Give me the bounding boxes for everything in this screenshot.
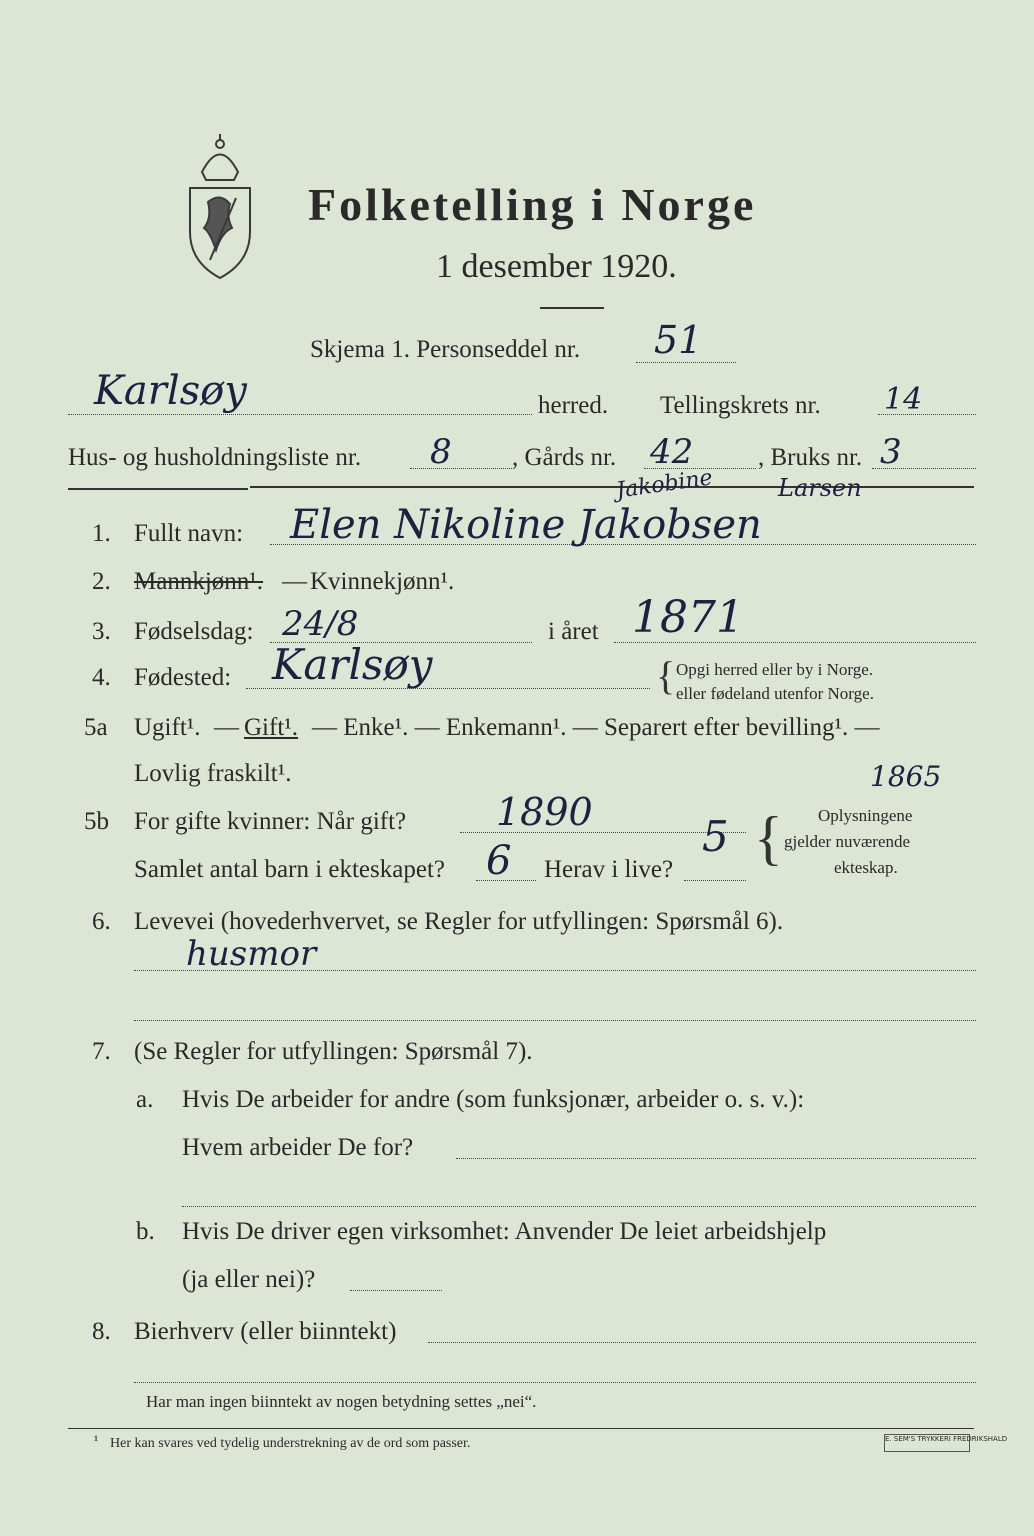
herred-label: herred. [538,392,609,419]
q3-label: Fødselsdag: [134,618,254,645]
q5a-number: 5a [84,714,108,741]
q3-number: 3. [92,618,111,645]
q8-field-line-1[interactable] [428,1342,976,1343]
q4-birthplace-value[interactable]: Karlsøy [272,640,433,689]
q5b-marginal-year[interactable]: 1865 [870,760,942,793]
q5a-fraskilt[interactable]: Lovlig fraskilt¹. [134,760,292,787]
footnote-rule [68,1428,974,1429]
q7b-line-2: (ja eller nei)? [182,1266,316,1293]
q5b-children-label: Samlet antal barn i ekteskapet? [134,856,445,883]
husliste-label: Hus- og husholdningsliste nr. [68,444,362,471]
biinntekt-note: Har man ingen biinntekt av nogen betydning settes „nei“. [146,1392,537,1411]
q7a-field-line-2[interactable] [182,1206,976,1207]
bruks-value[interactable]: 3 [880,432,902,472]
q5b-label: For gifte kvinner: Når gift? [134,808,407,835]
husliste-field-line [410,468,512,469]
schema-label: Skjema 1. Personseddel nr. [310,336,581,363]
q2-separator: — [282,568,307,595]
q3-year-label: i året [548,618,599,645]
bruks-label: , Bruks nr. [758,444,863,471]
q6-occupation-value[interactable]: husmor [186,934,317,974]
q7a-number: a. [136,1086,154,1113]
footnote-text: Her kan svares ved tydelig understrekning av de ord som passer. [110,1436,471,1451]
q6-field-line-1 [134,970,976,971]
q3-birthday-value[interactable]: 24/8 [282,604,359,644]
q6-number: 6. [92,908,111,935]
q1-insert-first[interactable]: Jakobine [614,465,715,504]
husliste-value[interactable]: 8 [430,432,452,472]
q4-note-2: eller fødeland utenfor Norge. [676,684,874,703]
q5b-note-2: gjelder nuværende [784,832,911,851]
q5b-alive-label: Herav i live? [544,856,674,883]
schema-value[interactable]: 51 [654,318,703,362]
q5a-other-options[interactable]: — Enke¹. — Enkemann¹. — Separert efter bevilling¹. — [312,714,880,741]
q4-brace: { [656,653,676,698]
schema-field-line [636,362,736,363]
q5b-alive-value[interactable]: 5 [702,812,729,861]
q8-label: Bierhverv (eller biinntekt) [134,1318,397,1345]
q1-label: Fullt navn: [134,520,244,547]
q5b-children-value[interactable]: 6 [486,838,512,884]
q5b-number: 5b [84,808,109,835]
form-date: 1 desember 1920. [436,248,677,285]
footnote-mark: ¹ [94,1434,99,1449]
q8-number: 8. [92,1318,111,1345]
q2-number: 2. [92,568,111,595]
q4-note-1: Opgi herred eller by i Norge. [676,660,874,679]
gards-value[interactable]: 42 [650,432,694,472]
q7-label: (Se Regler for utfyllingen: Spørsmål 7). [134,1038,533,1065]
q6-field-line-2 [134,1020,976,1021]
q5b-note-3: ekteskap. [834,858,898,877]
q5a-dash: — [214,714,239,741]
q7b-line-1: Hvis De driver egen virksomhet: Anvender De leiet arbeidshjelp [182,1218,827,1245]
q4-number: 4. [92,664,111,691]
q6-label: Levevei (hovederhvervet, se Regler for utfyllingen: Spørsmål 6). [134,908,784,935]
q7a-line-1: Hvis De arbeider for andre (som funksjonær, arbeider o. s. v.): [182,1086,805,1113]
q1-name-value[interactable]: Elen Nikoline Jakobsen [290,502,762,548]
herred-field-line [68,414,532,415]
q2-mannkjonn[interactable]: Mannkjønn¹. [134,568,264,595]
q2-kvinnekjonn[interactable]: Kvinnekjønn¹. [310,568,455,595]
q1-number: 1. [92,520,111,547]
q1-insert-last[interactable]: Larsen [778,474,862,502]
q5b-brace: { [754,805,783,871]
printer-stamp: E. SEM'S TRYKKERI FREDRIKSHALD [884,1434,970,1452]
q7a-line-2: Hvem arbeider De for? [182,1134,414,1161]
coat-of-arms-icon [180,132,260,282]
q5b-note-1: Oplysningene [818,806,913,825]
q7-number: 7. [92,1038,111,1065]
q5a-ugift[interactable]: Ugift¹. [134,714,201,741]
gards-label: , Gårds nr. [512,444,617,471]
title-rule [540,307,604,309]
q5a-gift[interactable]: Gift¹. [244,714,299,741]
q3-year-value[interactable]: 1871 [632,592,744,643]
q5b-married-year[interactable]: 1890 [496,790,593,834]
tellingskrets-value[interactable]: 14 [884,382,923,417]
q5b-alive-field-line [684,880,746,881]
q7a-field-line-1[interactable] [456,1158,976,1159]
q7b-number: b. [136,1218,155,1245]
q7b-field-line[interactable] [350,1290,442,1291]
q4-label: Fødested: [134,664,232,691]
section-rule-left [68,488,248,490]
q8-field-line-2[interactable] [134,1382,976,1383]
form-title: Folketelling i Norge [308,179,757,230]
tellingskrets-label: Tellingskrets nr. [660,392,821,419]
section-rule-right [250,486,974,488]
herred-value[interactable]: Karlsøy [94,368,247,414]
